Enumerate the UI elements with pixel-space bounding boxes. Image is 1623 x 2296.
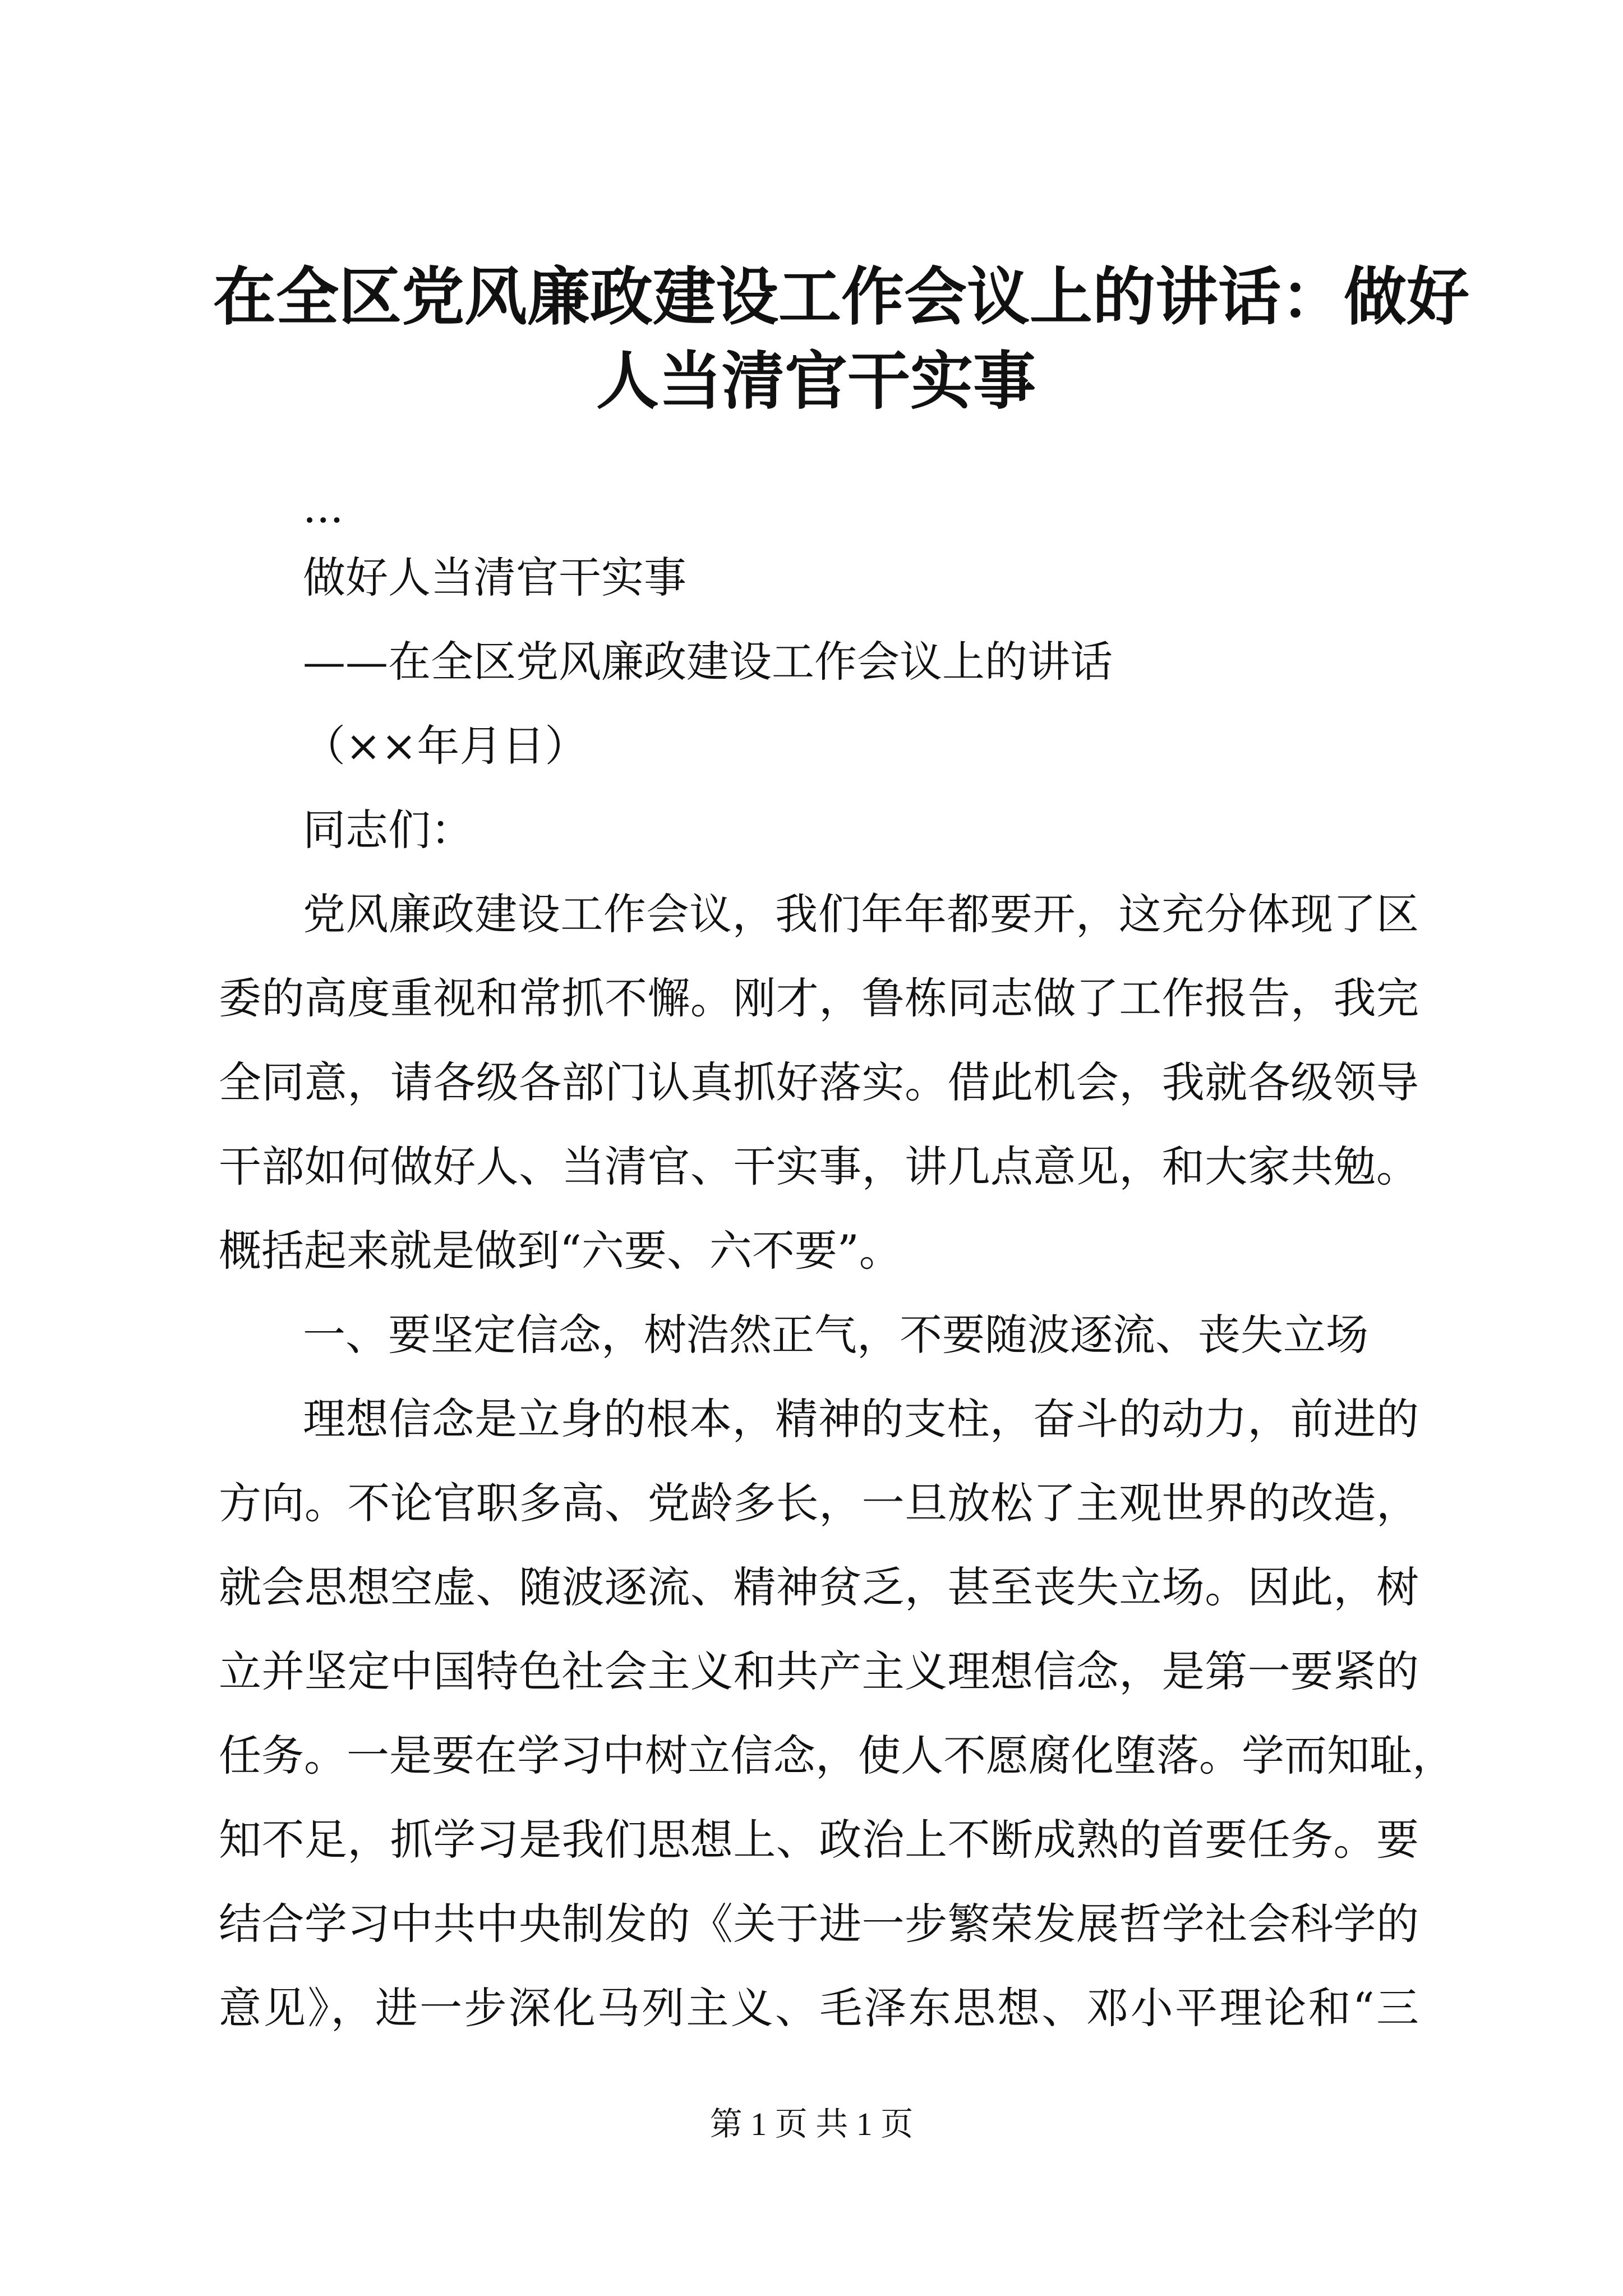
paragraph-1-line: 委的高度重视和常抓不懈。刚才，鲁栋同志做了工作报告，我完 <box>219 973 1419 1023</box>
speech-occasion: ——在全区党风廉政建设工作会议上的讲话 <box>303 637 1113 687</box>
speech-subtitle: 做好人当清官干实事 <box>303 553 686 602</box>
paragraph-2-line: 结合学习中共中央制发的《关于进一步繁荣发展哲学社会科学的 <box>219 1899 1419 1949</box>
page-footer: 第 1 页 共 1 页 <box>709 2106 914 2142</box>
salutation: 同志们： <box>303 805 473 855</box>
paragraph-1-line: 党风廉政建设工作会议，我们年年都要开，这充分体现了区 <box>303 889 1419 939</box>
paragraph-2-line: 意见》，进一步深化马列主义、毛泽东思想、邓小平理论和“三 <box>219 1983 1419 2033</box>
paragraph-2-line: 知不足，抓学习是我们思想上、政治上不断成熟的首要任务。要 <box>219 1815 1419 1865</box>
paragraph-2-line: 就会思想空虚、随波逐流、精神贫乏，甚至丧失立场。因此，树 <box>219 1562 1419 1612</box>
section-heading-1: 一、要坚定信念，树浩然正气，不要随波逐流、丧失立场 <box>303 1310 1368 1360</box>
document-title-line-2: 人当清官干实事 <box>596 344 1036 418</box>
paragraph-2-line: 方向。不论官职多高、党龄多长，一旦放松了主观世界的改造， <box>219 1478 1419 1528</box>
paragraph-2-line: 任务。一是要在学习中树立信念，使人不愿腐化堕落。学而知耻， <box>219 1731 1455 1780</box>
document-title-line-1: 在全区党风廉政建设工作会议上的讲话：做好 <box>213 260 1469 334</box>
paragraph-2-line: 理想信念是立身的根本，精神的支柱，奋斗的动力，前进的 <box>303 1394 1419 1444</box>
paragraph-2-line: 立并坚定中国特色社会主义和共产主义理想信念，是第一要紧的 <box>219 1646 1419 1696</box>
ellipsis-marker: ... <box>303 482 344 532</box>
paragraph-1-line: 全同意，请各级各部门认真抓好落实。借此机会，我就各级领导 <box>219 1057 1419 1107</box>
paragraph-1-line: 干部如何做好人、当清官、干实事，讲几点意见，和大家共勉。 <box>219 1142 1419 1191</box>
paragraph-1-line: 概括起来就是做到“六要、六不要”。 <box>219 1226 902 1276</box>
speech-date: （××年月日） <box>303 721 588 771</box>
